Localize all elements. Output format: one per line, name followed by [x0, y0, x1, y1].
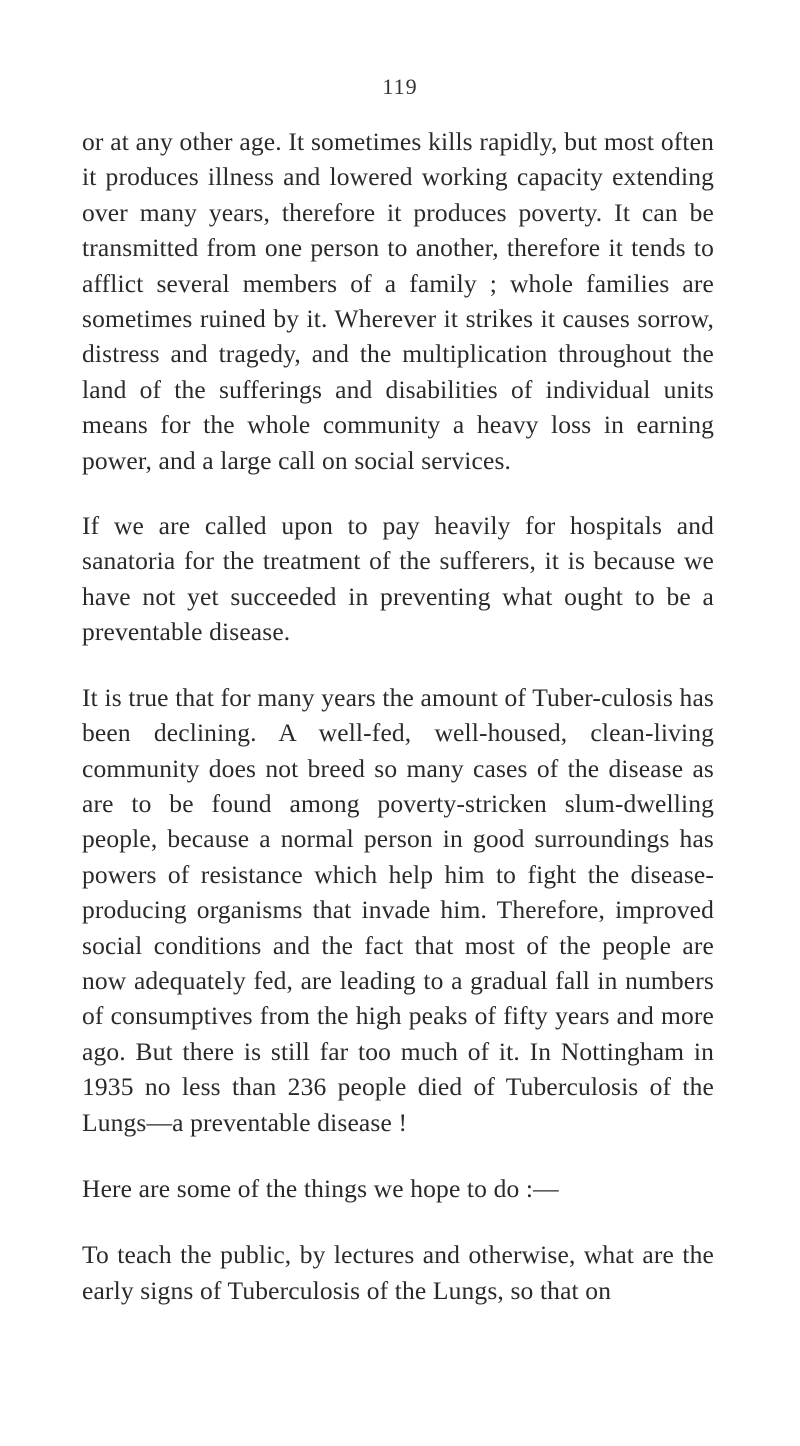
paragraph-decline-statistics: It is true that for many years the amount of Tuber-culosis has been declining. A well-fed, well-housed, clean-living community does not breed so many cases of the disease as are to be found among poverty-stricken slum-dwelling people, because a normal person in good surroundings has powers of resistance which help him to fight the disease-producing organisms that invade him. Therefore, improved social conditions and the fact that most of the people are now adequately fed, are leading to a gradual fall in numbers of consumptives from the high peaks of fifty years and more ago. But there is still far too much of it. In Nottingham in 1935 no less than 236 people died of Tuberculosis of the Lungs—a preventable disease ! [82, 682, 714, 1137]
paragraph-cost-of-care: If we are called upon to pay heavily for hospitals and sanatoria for the treatment of the sufferers, it is because we have not yet succeeded in preventing what ought to be a preventable disease. [82, 511, 714, 647]
paragraph-teach-public: To teach the public, by lectures and otherwise, what are the early signs of Tuberculosis of the Lungs, so that on [82, 1240, 714, 1305]
paragraph-aims-intro: Here are some of the things we hope to do :— [82, 1173, 559, 1203]
page-number: 119 [382, 74, 418, 99]
body-text [82, 124, 714, 1308]
paragraph-consequences: or at any other age. It sometimes kills rapidly, but most often it produces illness and lowered working capacity extending over many years, therefore it produces poverty. It can be transmitted from one person to another, therefore it tends to afflict several members of a family ; whole families are sometimes ruined by it. Wherever it strikes it causes sorrow, distress and tragedy, and the multiplication throughout the land of the sufferings and disabilities of individual units means for the whole community a heavy loss in earning power, and a large call on social services. [82, 127, 714, 475]
